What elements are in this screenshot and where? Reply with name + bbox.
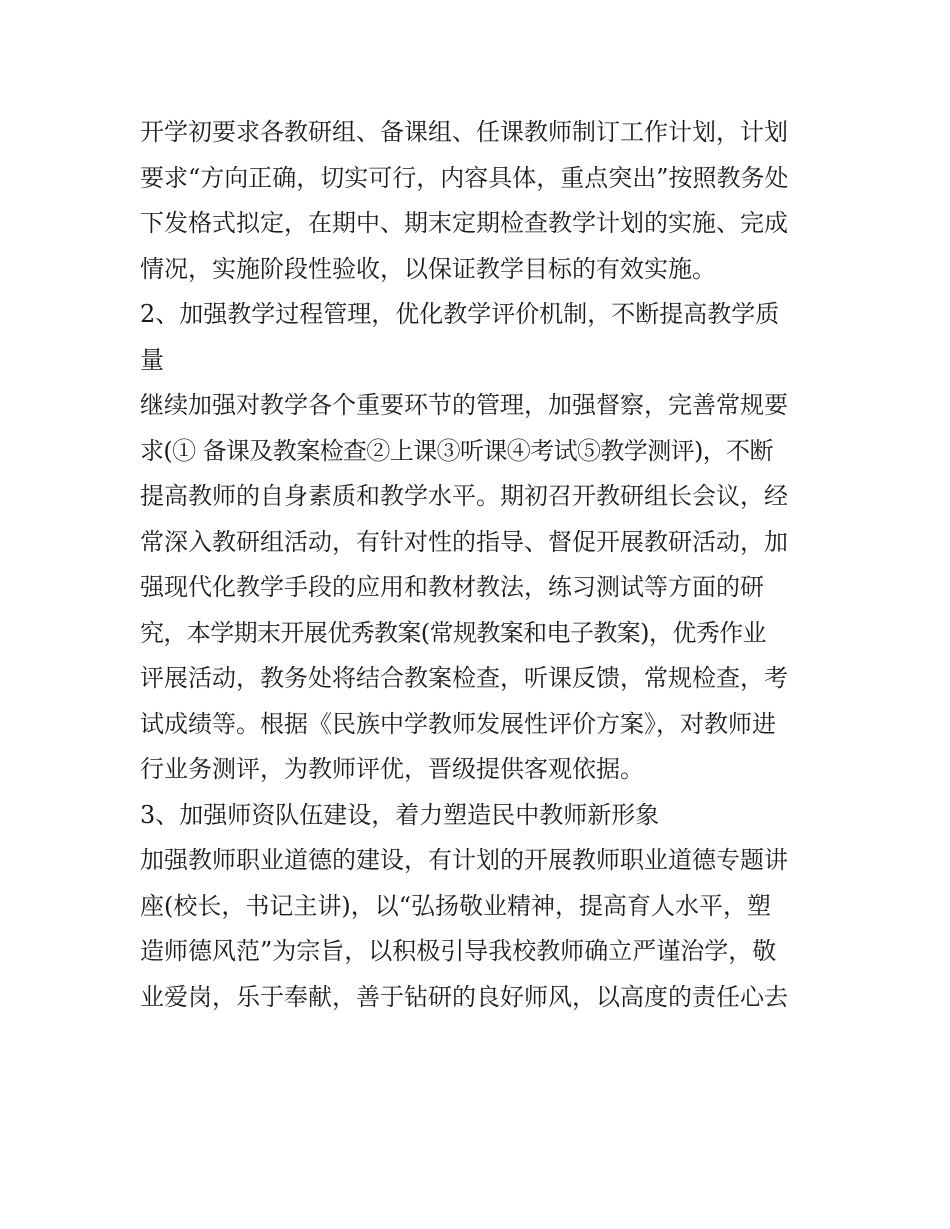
paragraph-line: 座(校长，书记主讲)，以“弘扬敬业精神，提高育人水平，塑 (140, 891, 771, 920)
paragraph-line: 求(① 备课及教案检查②上课③听课④考试⑤教学测评)，不断 (140, 436, 773, 465)
paragraph-line: 造师德风范”为宗旨，以积极引导我校教师确立严谨治学，敬 (140, 937, 777, 965)
paragraph-line: 究，本学期末开展优秀教案(常规教案和电子教案)，优秀作业 (140, 618, 766, 647)
paragraph-line: 要求“方向正确，切实可行，内容具体，重点突出”按照教务处 (140, 163, 789, 192)
paragraph-line: 试成绩等。根据《民族中学教师发展性评价方案》，对教师进 (140, 709, 776, 738)
paragraph-line: 情况，实施阶段性验收，以保证教学目标的有效实施。 (140, 254, 716, 283)
paragraph-line: 行业务测评，为教师评优，晋级提供客观依据。 (140, 755, 644, 783)
paragraph-line: 加强教师职业道德的建设，有计划的开展教师职业道德专题讲 (140, 846, 788, 874)
paragraph-line: 强现代化教学手段的应用和教材教法，练习测试等方面的研 (140, 573, 764, 601)
paragraph-line: 下发格式拟定，在期中、期末定期检查教学计划的实施、完成 (140, 209, 788, 237)
paragraph-line: 继续加强对教学各个重要环节的管理，加强督察，完善常规要 (140, 391, 788, 419)
paragraph-line: 开学初要求各教研组、备课组、任课教师制订工作计划，计划 (140, 118, 788, 146)
paragraph-line: 评展活动，教务处将结合教案检查，听课反馈，常规检查，考 (140, 664, 788, 692)
paragraph-line: 业爱岗，乐于奉献，善于钻研的良好师风，以高度的责任心去 (140, 982, 788, 1011)
document-body (140, 110, 820, 1020)
section-heading-2-continued: 量 (140, 345, 164, 374)
paragraph-line: 常深入教研组活动，有针对性的指导、督促开展教研活动，加 (140, 527, 788, 556)
section-heading-2: 2、加强教学过程管理，优化教学评价机制，不断提高教学质 (140, 300, 780, 328)
section-heading-3: 3、加强师资队伍建设，着力塑造民中教师新形象 (140, 800, 660, 829)
paragraph-line: 提高教师的自身素质和教学水平。期初召开教研组长会议，经 (140, 482, 788, 510)
